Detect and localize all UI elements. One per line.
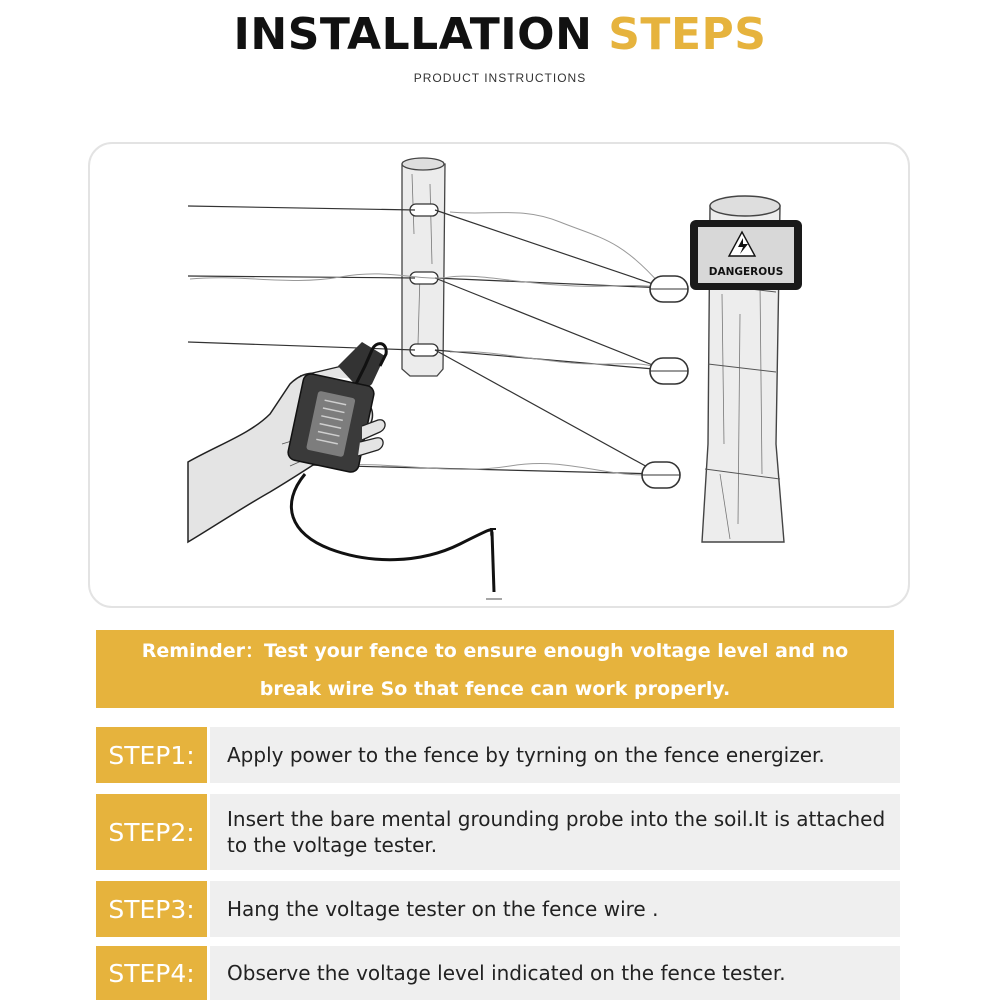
title-accent: STEPS	[608, 9, 767, 60]
illustration-panel	[88, 142, 910, 608]
insulators	[642, 276, 688, 488]
step-text: Apply power to the fence by tyrning on the fence energizer.	[210, 727, 900, 783]
danger-sign-text: DANGEROUS	[708, 266, 784, 278]
title-main: INSTALLATION	[233, 9, 593, 60]
ground-probe-cable	[291, 474, 502, 599]
step-label: STEP2:	[96, 794, 207, 870]
fence-illustration	[90, 144, 910, 608]
step-3	[96, 881, 900, 937]
step-4	[96, 946, 900, 1000]
step-label: STEP3:	[96, 881, 207, 937]
step-text: Hang the voltage tester on the fence wire .	[210, 881, 900, 937]
step-2	[96, 794, 900, 870]
step-label: STEP4:	[96, 946, 207, 1000]
danger-sign	[690, 220, 802, 290]
hand-with-voltage-tester	[188, 342, 386, 542]
step-label: STEP1:	[96, 727, 207, 783]
page-subtitle: PRODUCT INSTRUCTIONS	[413, 71, 587, 85]
reminder-banner: Reminder：Test your fence to ensure enough voltage level and no break wire So that fence can work properly.	[96, 630, 894, 708]
step-1	[96, 727, 900, 783]
left-fence-post	[402, 158, 445, 376]
step-text: Observe the voltage level indicated on the fence tester.	[210, 946, 900, 1000]
page-title	[0, 10, 1000, 60]
step-text: Insert the bare mental grounding probe into the soil.It is attached to the voltage tester.	[210, 794, 900, 870]
